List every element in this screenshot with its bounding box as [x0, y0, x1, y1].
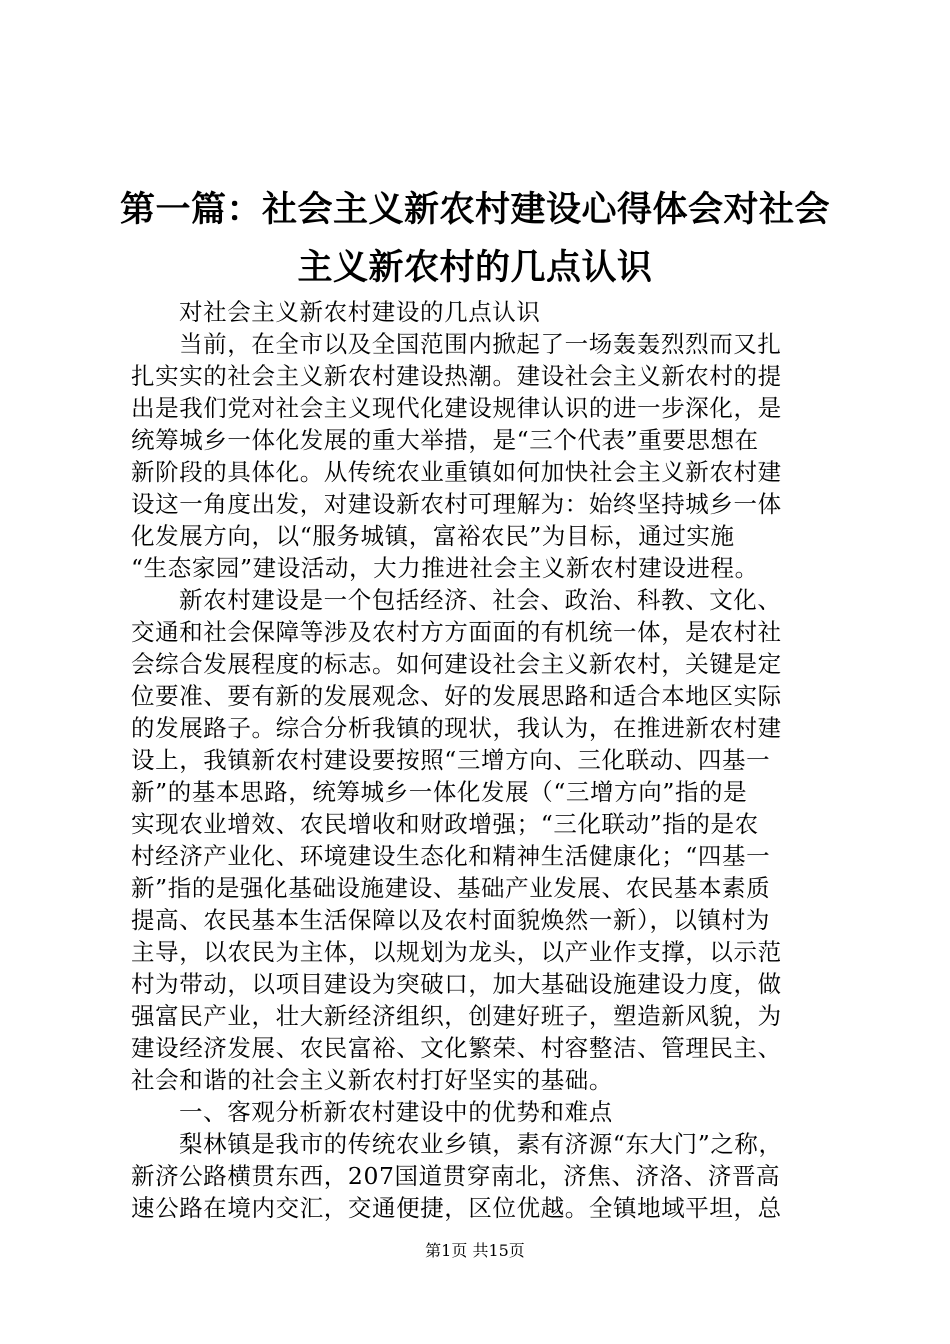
- paragraph-line: 新”的基本思路，统筹城乡一体化发展（“三增方向”指的是: [131, 778, 748, 806]
- paragraph-line: 对社会主义新农村建设的几点认识: [179, 298, 541, 326]
- paragraph-line: 交通和社会保障等涉及农村方方面面的有机统一体，是农村社: [131, 618, 782, 646]
- paragraph-line: 提高、农民基本生活保障以及农村面貌焕然一新），以镇村为: [131, 906, 770, 934]
- paragraph-line: 主导，以农民为主体，以规划为龙头，以产业作支撑，以示范: [131, 938, 782, 966]
- paragraph-line: 的发展路子。综合分析我镇的现状，我认为，在推进新农村建: [131, 714, 782, 742]
- section-heading: 一、客观分析新农村建设中的优势和难点: [179, 1098, 613, 1126]
- paragraph-line: 设上，我镇新农村建设要按照“三增方向、三化联动、四基一: [131, 746, 771, 774]
- paragraph-line: 位要准、要有新的发展观念、好的发展思路和适合本地区实际: [131, 682, 782, 710]
- paragraph-line: 强富民产业，壮大新经济组织，创建好班子，塑造新风貌，为: [131, 1002, 782, 1030]
- paragraph-line: 设这一角度出发，对建设新农村可理解为：始终坚持城乡一体: [131, 490, 782, 518]
- paragraph-line: 会综合发展程度的标志。如何建设社会主义新农村，关键是定: [131, 650, 782, 678]
- paragraph-line: 当前，在全市以及全国范围内掀起了一场轰轰烈烈而又扎: [179, 330, 782, 358]
- paragraph-line: 梨林镇是我市的传统农业乡镇，素有济源“东大门”之称，: [179, 1130, 783, 1158]
- document-title-line-2: 主义新农村的几点认识: [297, 247, 653, 288]
- paragraph-line: 新农村建设是一个包括经济、社会、政治、科教、文化、: [179, 586, 782, 614]
- paragraph-line: 建设经济发展、农民富裕、文化繁荣、村容整洁、管理民主、: [131, 1034, 782, 1062]
- paragraph-line: 速公路在境内交汇，交通便捷，区位优越。全镇地域平坦，总: [131, 1194, 782, 1222]
- paragraph-line: 统筹城乡一体化发展的重大举措，是“三个代表”重要思想在: [131, 426, 759, 454]
- page-number-footer: 第1页 共15页: [425, 1241, 525, 1260]
- paragraph-line: 新济公路横贯东西，207国道贯穿南北，济焦、济洛、济晋高: [131, 1162, 781, 1190]
- paragraph-line: 新”指的是强化基础设施建设、基础产业发展、农民基本素质: [131, 874, 771, 902]
- paragraph-line: 实现农业增效、农民增收和财政增强；“三化联动”指的是农: [131, 810, 759, 838]
- paragraph-line: 村为带动，以项目建设为突破口，加大基础设施建设力度，做: [131, 970, 782, 998]
- paragraph-line: 村经济产业化、环境建设生态化和精神生活健康化；“四基一: [131, 842, 771, 870]
- paragraph-line: 社会和谐的社会主义新农村打好坚实的基础。: [131, 1066, 613, 1094]
- paragraph-line: “生态家园”建设活动，大力推进社会主义新农村建设进程。: [131, 554, 759, 582]
- paragraph-line: 化发展方向，以“服务城镇，富裕农民”为目标，通过实施: [131, 522, 735, 550]
- paragraph-line: 出是我们党对社会主义现代化建设规律认识的进一步深化，是: [131, 394, 782, 422]
- paragraph-line: 新阶段的具体化。从传统农业重镇如何加快社会主义新农村建: [131, 458, 782, 486]
- paragraph-line: 扎实实的社会主义新农村建设热潮。建设社会主义新农村的提: [131, 362, 782, 390]
- document-title-line-1: 第一篇：社会主义新农村建设心得体会对社会: [119, 189, 830, 230]
